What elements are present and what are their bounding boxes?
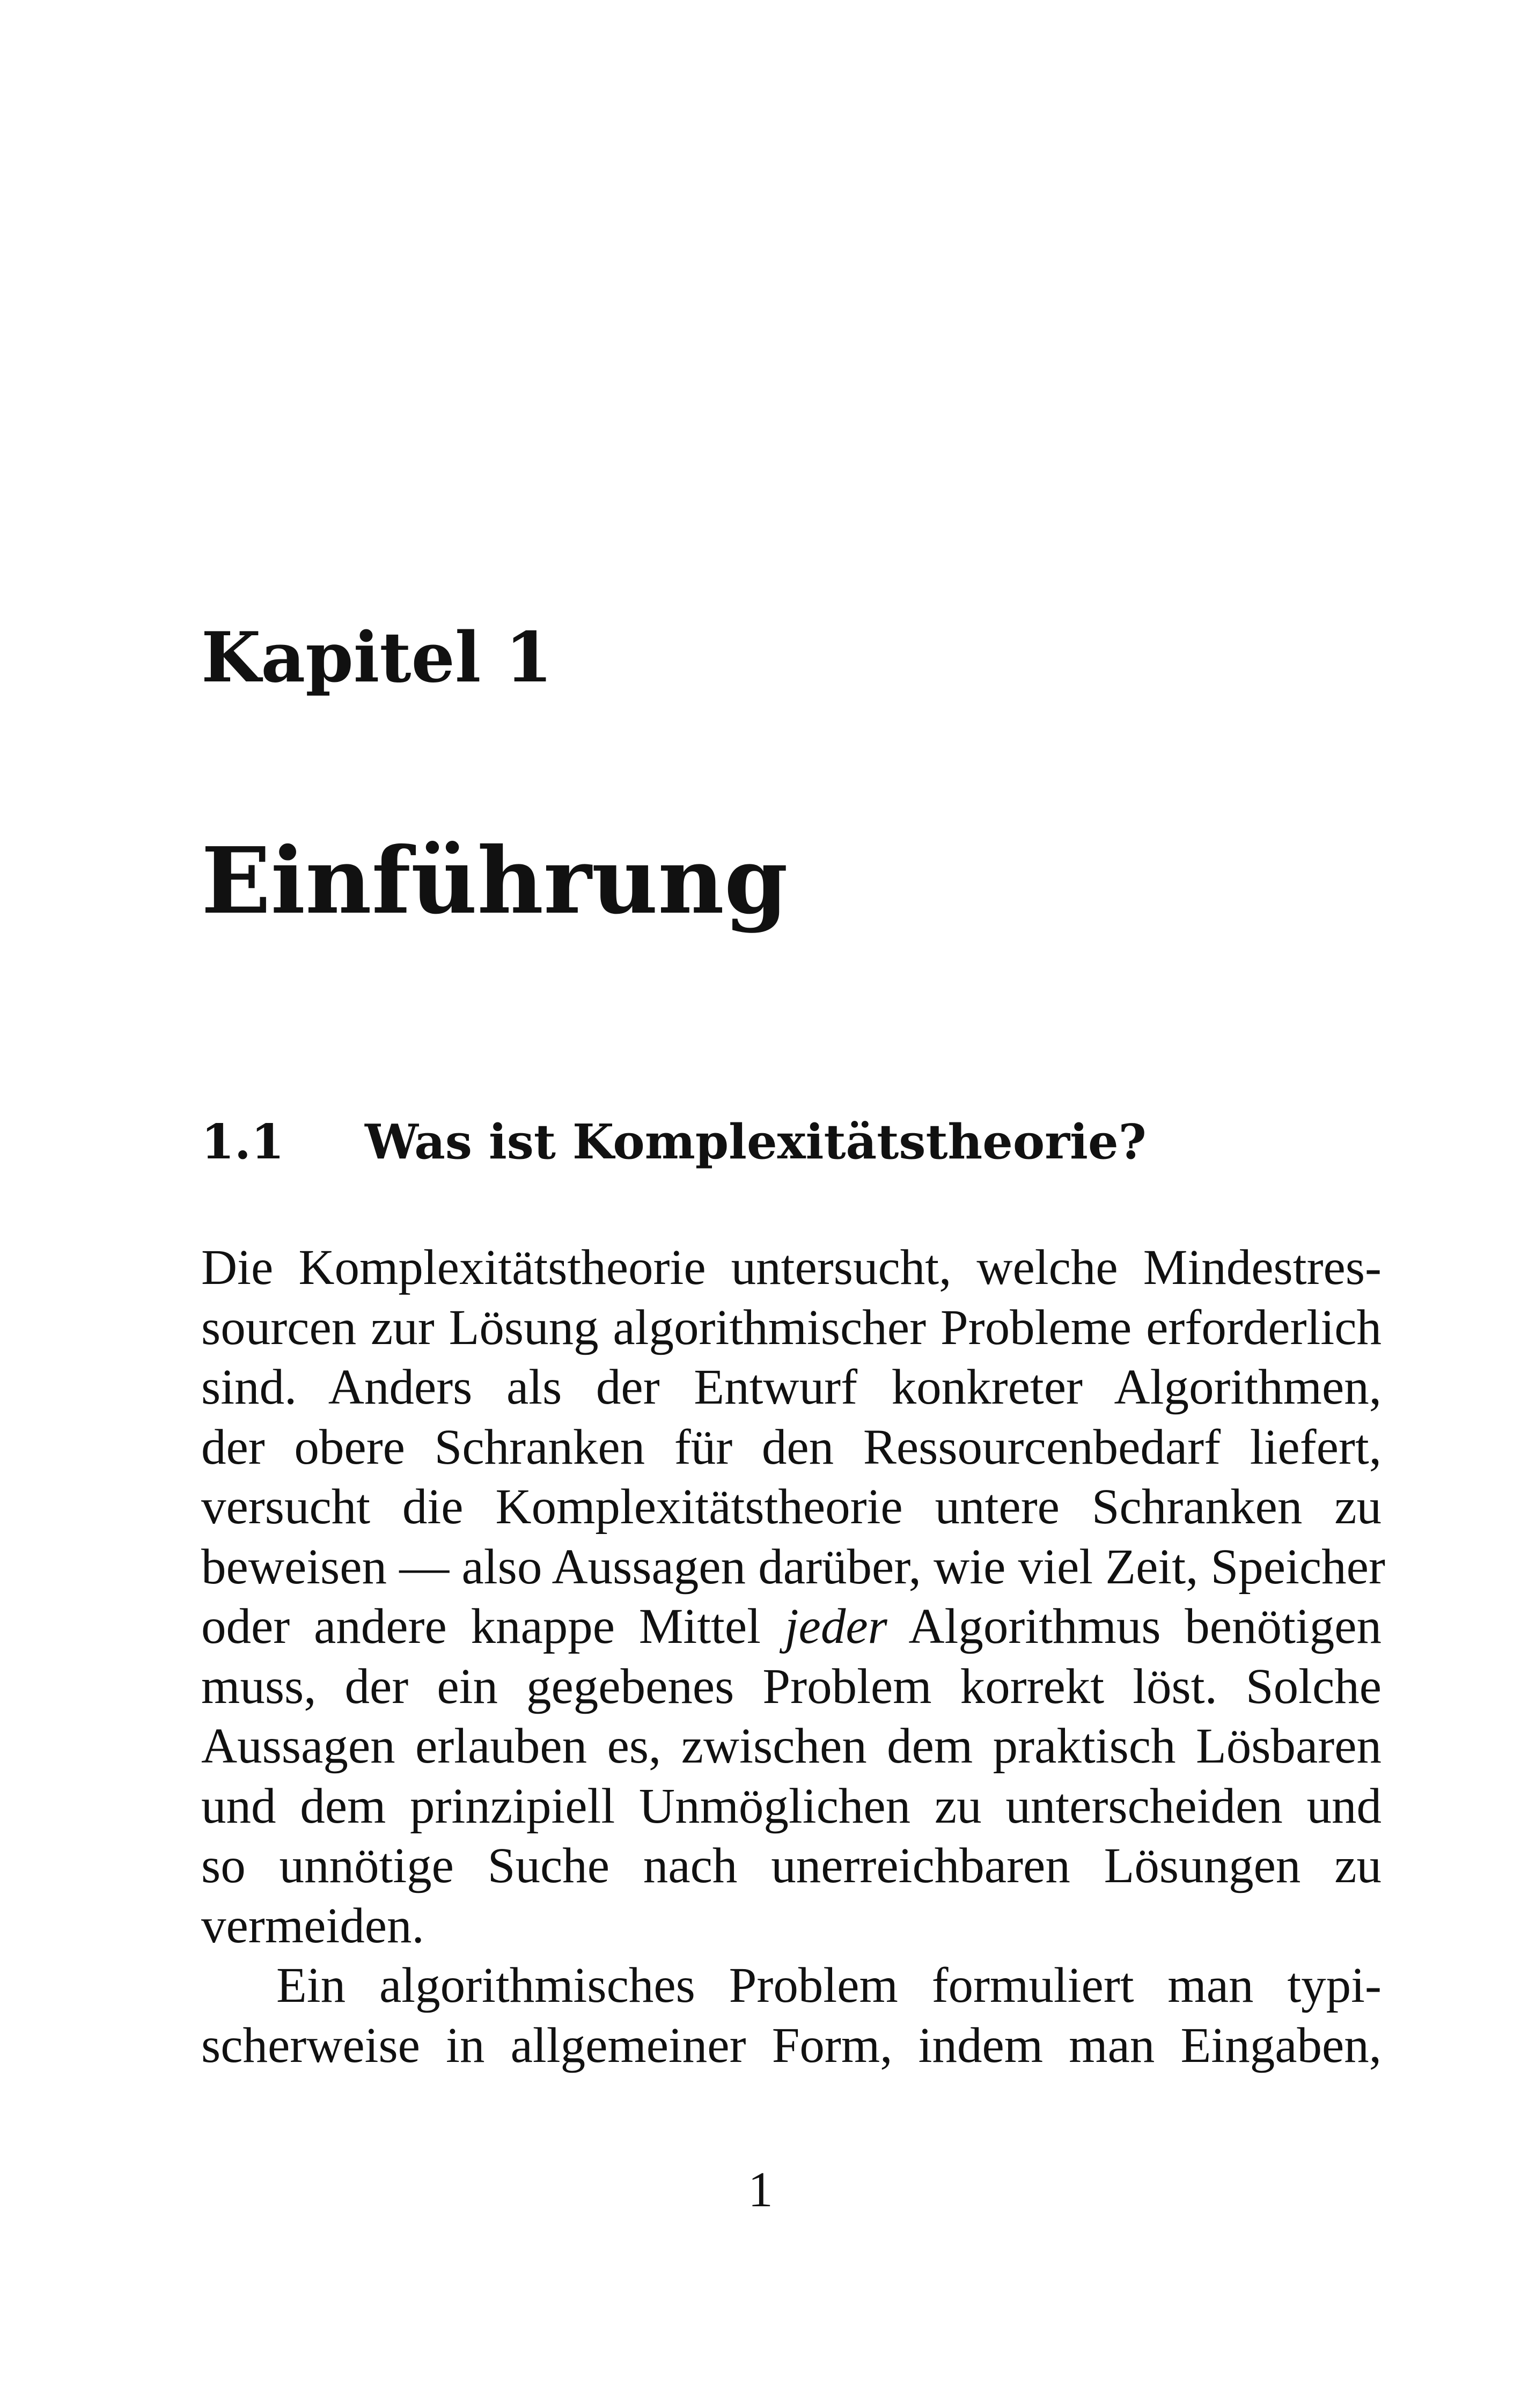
body-line: der obere Schranken für den Ressourcenbedarf liefert, [201, 1419, 1382, 1475]
section-heading [201, 1113, 1147, 1171]
body-line: beweisen — also Aussagen darüber, wie viel Zeit, Speicher [201, 1539, 1385, 1595]
body-line: und dem prinzipiell Unmöglichen zu unterscheiden und [201, 1778, 1382, 1834]
emphasized-word: jeder [784, 1599, 887, 1654]
section-number: 1.1 [201, 1113, 284, 1170]
body-line: versucht die Komplexitätstheorie untere Schranken zu [201, 1479, 1382, 1535]
body-text-run: Algorithmus benötigen [908, 1599, 1382, 1654]
body-line: sourcen zur Lösung algorithmischer Probleme erforderlich [201, 1300, 1382, 1355]
body-line: scherweise in allgemeiner Form, indem man Eingaben, [201, 2017, 1382, 2073]
section-title: Was ist Komplexitätstheorie? [365, 1113, 1147, 1170]
chapter-title: Einführung [201, 827, 788, 935]
body-line: Die Komplexitätstheorie untersucht, welche Mindestres- [201, 1240, 1382, 1295]
body-line: vermeiden. [201, 1898, 424, 1954]
body-line: Ein algorithmisches Problem formuliert man typi- [276, 1958, 1382, 2013]
body-line: so unnötige Suche nach unerreichbaren Lösungen zu [201, 1838, 1382, 1893]
body-text [201, 1238, 1385, 2075]
body-line [201, 1597, 1382, 1657]
body-line: muss, der ein gegebenes Problem korrekt löst. Solche [201, 1658, 1382, 1714]
body-line: Aussagen erlauben es, zwischen dem praktisch Lösbaren [201, 1719, 1382, 1774]
page-number: 1 [748, 2162, 773, 2218]
body-text-run: oder andere knappe Mittel [201, 1599, 761, 1654]
body-line: sind. Anders als der Entwurf konkreter Algorithmen, [201, 1360, 1382, 1415]
chapter-label: Kapitel 1 [201, 618, 553, 698]
